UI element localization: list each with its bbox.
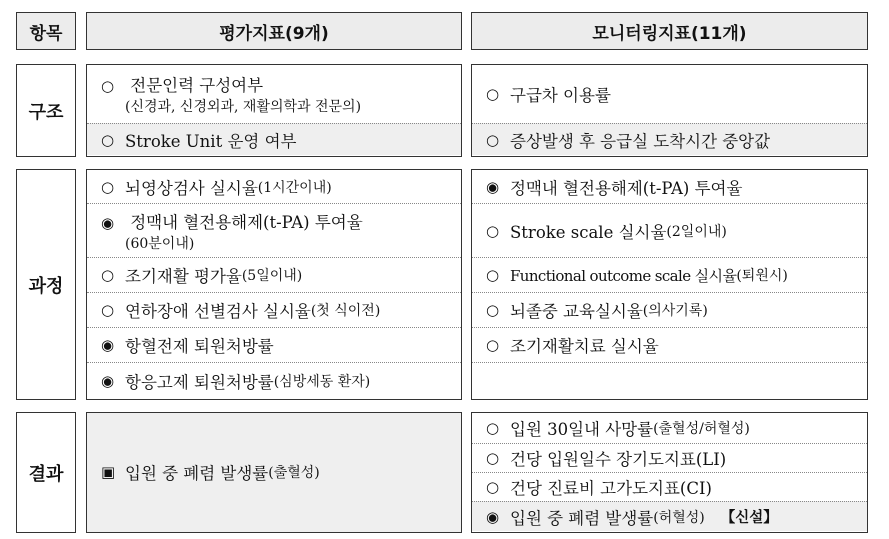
process-eval-item — [87, 362, 461, 398]
item-text: 구급차 이용률 — [510, 86, 611, 105]
structure-monitor-item — [472, 123, 867, 155]
category-outcome-label: 결과 — [28, 463, 64, 485]
item-note: (첫 식이전) — [310, 303, 381, 319]
filled-circle-icon: ◉ — [101, 336, 115, 354]
item-note: (1시간이내) — [257, 179, 332, 196]
empty-circle-icon: ○ — [101, 77, 115, 95]
empty-circle-icon: ○ — [486, 221, 500, 240]
item-text: 전문인력 구성여부 — [130, 76, 264, 95]
category-structure-label: 구조 — [28, 101, 64, 123]
filled-circle-icon: ◉ — [101, 213, 115, 232]
process-monitor-empty-row — [472, 362, 867, 398]
structure-eval-item — [87, 123, 461, 155]
process-eval-item — [87, 203, 461, 257]
header-eval — [86, 12, 462, 50]
outcome-monitor-box — [471, 412, 868, 533]
category-structure — [16, 64, 76, 157]
outcome-monitor-item — [472, 472, 867, 501]
empty-circle-icon: ○ — [486, 301, 500, 319]
process-monitor-item — [472, 170, 867, 203]
structure-eval-item — [87, 65, 461, 123]
empty-circle-icon: ○ — [486, 449, 500, 467]
item-text: 조기재활 평가율 — [125, 267, 242, 286]
outcome-eval-box — [86, 412, 462, 533]
empty-circle-icon: ○ — [486, 419, 500, 437]
process-eval-item — [87, 292, 461, 327]
header-category — [16, 12, 76, 50]
item-text: 정맥내 혈전용해제(t-PA) 투여율 — [510, 178, 743, 198]
header-monitor-label: 모니터링지표(11개) — [592, 23, 747, 44]
process-monitor-item — [472, 327, 867, 362]
process-monitor-item — [472, 203, 867, 257]
outcome-monitor-item — [472, 413, 867, 443]
process-eval-item — [87, 170, 461, 203]
header-eval-label: 평가지표(9개) — [219, 23, 329, 44]
item-text: 정맥내 혈전용해제(t-PA) 투여율 — [130, 212, 363, 232]
outcome-monitor-item — [472, 501, 867, 531]
process-eval-item — [87, 257, 461, 292]
item-note: (퇴원시) — [736, 268, 788, 284]
item-subtext: (신경과, 신경외과, 재활의학과 전문의) — [125, 99, 362, 115]
filled-square-icon: ▣ — [101, 463, 116, 481]
structure-monitor-box — [471, 64, 868, 157]
item-text: 입원 중 폐렴 발생률 — [125, 464, 269, 483]
empty-circle-icon: ○ — [101, 130, 115, 149]
item-text: 건당 입원일수 장기도지표(LI) — [510, 450, 727, 469]
item-text: 뇌영상검사 실시율 — [125, 178, 258, 198]
item-note: (2일이내) — [666, 223, 727, 240]
process-eval-item — [87, 327, 461, 362]
new-tag: 【신설】 — [720, 510, 778, 526]
item-text: Functional outcome scale 실시율 — [510, 266, 737, 285]
item-text: 항응고제 퇴원처방률 — [125, 372, 274, 392]
outcome-monitor-item — [472, 443, 867, 472]
empty-circle-icon: ○ — [101, 301, 115, 319]
empty-circle-icon: ○ — [486, 266, 500, 284]
empty-circle-icon: ○ — [486, 130, 500, 149]
item-note: (심방세동 환자) — [273, 373, 371, 390]
category-process — [16, 169, 76, 400]
category-outcome — [16, 412, 76, 533]
process-monitor-item — [472, 292, 867, 327]
category-process-label: 과정 — [28, 275, 64, 297]
process-monitor-box — [471, 169, 868, 400]
process-eval-box — [86, 169, 462, 400]
header-category-label: 항목 — [29, 23, 63, 44]
item-text: Stroke Unit 운영 여부 — [125, 131, 297, 151]
item-text: Stroke scale 실시율 — [510, 222, 667, 242]
filled-circle-icon: ◉ — [101, 371, 115, 390]
item-note: (출혈성) — [268, 465, 320, 481]
item-note: (출혈성/허혈성) — [653, 421, 750, 437]
item-text: 입원 30일내 사망률 — [510, 420, 654, 439]
item-text: 건당 진료비 고가도지표(CI) — [510, 479, 712, 498]
empty-circle-icon: ○ — [101, 177, 115, 196]
outcome-eval-item — [87, 413, 461, 531]
filled-circle-icon: ◉ — [486, 507, 500, 526]
item-note: (허혈성) — [653, 509, 705, 526]
item-text: 연하장애 선별검사 실시율 — [125, 302, 311, 321]
empty-circle-icon: ○ — [101, 266, 115, 284]
item-text: 증상발생 후 응급실 도착시간 중앙값 — [510, 131, 771, 151]
empty-circle-icon: ○ — [486, 336, 500, 354]
item-note: (의사기록) — [642, 303, 708, 319]
empty-circle-icon: ○ — [486, 478, 500, 496]
item-text: 조기재활치료 실시율 — [510, 337, 659, 356]
item-text: 항혈전제 퇴원처방률 — [125, 337, 274, 356]
item-text: 입원 중 폐렴 발생률 — [510, 508, 654, 528]
process-monitor-item — [472, 257, 867, 292]
item-subtext: (60분이내) — [125, 235, 195, 252]
item-text: 뇌졸중 교육실시율 — [510, 302, 643, 321]
header-monitor — [471, 12, 868, 50]
structure-monitor-item — [472, 65, 867, 123]
structure-eval-box — [86, 64, 462, 157]
item-note: (5일이내) — [241, 268, 303, 284]
filled-circle-icon: ◉ — [486, 177, 500, 196]
empty-circle-icon: ○ — [486, 85, 500, 103]
